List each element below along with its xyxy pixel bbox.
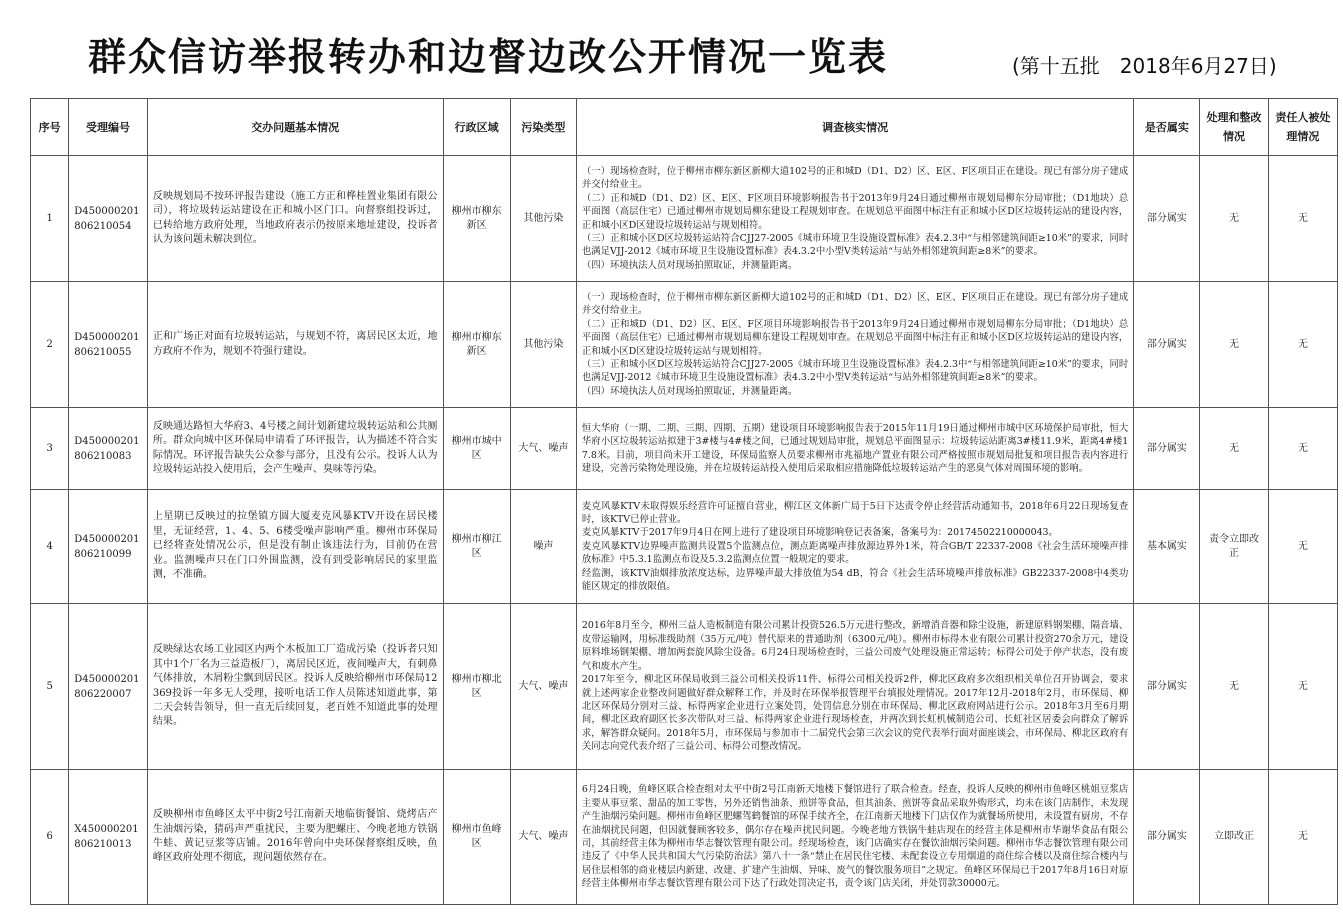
col-header-no: 序号 [31, 99, 69, 156]
table-row [31, 604, 1338, 770]
col-header-handling: 处理和整改情况 [1200, 99, 1268, 156]
accountability-status: 无 [1268, 282, 1337, 408]
pollution-type: 大气、噪声 [510, 770, 576, 905]
col-header-accountability: 责任人被处理情况 [1268, 99, 1337, 156]
col-header-code: 受理编号 [69, 99, 148, 156]
issue-summary: 反映绿达农场工业园区内两个木板加工厂造成污染（投诉者只知其中1个厂名为三益造板厂），离居民区近，夜间噪声大，有刺鼻气体排放，木屑粉尘飘到居民区。投诉人反映给柳州市环保局12369投诉一年多无人受理，接听电话工作人员陈述知道此事，第二天会转告领导，但一直无后续回复，老百姓不知道此事的处理结果。 [147, 604, 443, 770]
issue-summary: 反映规划局不按环评报告建设（施工方正和桦桂置业集团有限公司），将垃圾转运站建设在正和城小区门口。向督察组投诉过，已转给地方政府处理，当地政府表示仍按原来地址建设，投诉者认为该问题未解决到位。 [147, 156, 443, 282]
title-bar [0, 0, 1343, 96]
case-code: D450000201806210099 [69, 490, 148, 604]
investigation: （一）现场检查时，位于柳州市柳东新区新柳大道102号的正和城D（D1、D2）区、E区、F区项目正在建设。现已有部分房子建成并交付给业主。 （二）正和城D（D1、D2）区、E区、F区项目环境影响报告书于2013年9月24日通过柳州市规划局柳东分局审批；（D1地块）总平面图（高层住宅）已通过柳州市规划局柳东建设工程规划审查。在规划总平面图中标注有正和城小区D区垃圾转运站的建设内容，正和城小区D区建设垃圾转运站与规划相符。 （三）正和城小区D区垃圾转运站符合CJJ27-2005《城市环境卫生设施设置标准》表4.2.3中“与相邻建筑间距≥10米”的要求，同时也满足VJJ-2012《城市环境卫生设施设置标准》表4.3.2中小型V类转运站“与站外相邻建筑间距≥8米”的要求。 （四）环境执法人员对现场拍照取证，并测量距离。 [576, 282, 1133, 408]
region: 柳州市鱼峰区 [443, 770, 510, 905]
table-row [31, 156, 1338, 282]
accountability-status: 无 [1268, 490, 1337, 604]
investigation: 麦克风暴KTV未取得娱乐经营许可证擅自营业，柳江区文体新广局于5日下达责令停止经营活动通知书，2018年6月22日现场复查时，该KTV已停止营业。 麦克风暴KTV于2017年9月4日在网上进行了建设项目环境影响登记表备案，备案号为：20174502210000043。 麦克风暴KTV边界噪声监测共设置5个监测点位，测点距离噪声排放源边界外1米，符合GB/T 22337-2008《社会生活环境噪声排放标准》中5.3.1监测点布设及5.3.2监测点位置一般规定的要求。 经监测，该KTV油烟排放浓度达标，边界噪声最大排放值为54 dB，符合《社会生活环境噪声排放标准》GB22337-2008中4类功能区规定的排放限值。 [576, 490, 1133, 604]
region: 柳州市城中区 [443, 408, 510, 490]
page-title: 群众信访举报转办和边督边改公开情况一览表 [88, 35, 889, 79]
region: 柳州市柳北区 [443, 604, 510, 770]
row-number: 4 [31, 490, 69, 604]
accountability-status: 无 [1268, 604, 1337, 770]
accountability-status: 无 [1268, 408, 1337, 490]
handling-status: 立即改正 [1200, 770, 1268, 905]
handling-status: 无 [1200, 408, 1268, 490]
row-number: 3 [31, 408, 69, 490]
col-header-region: 行政区域 [443, 99, 510, 156]
verified-status: 部分属实 [1134, 770, 1200, 905]
pollution-type: 大气、噪声 [510, 604, 576, 770]
pollution-type: 其他污染 [510, 282, 576, 408]
col-header-pollution: 污染类型 [510, 99, 576, 156]
case-code: D450000201806220007 [69, 604, 148, 770]
handling-status: 无 [1200, 156, 1268, 282]
batch-date: (第十五批 2018年6月27日) [1012, 54, 1277, 78]
table-row [31, 408, 1338, 490]
row-number: 1 [31, 156, 69, 282]
row-number: 6 [31, 770, 69, 905]
pollution-type: 大气、噪声 [510, 408, 576, 490]
verified-status: 基本属实 [1134, 490, 1200, 604]
complaints-table [30, 98, 1338, 905]
col-header-issue: 交办问题基本情况 [147, 99, 443, 156]
case-code: D450000201806210055 [69, 282, 148, 408]
investigation: 恒大华府（一期、二期、三期、四期、五期）建设项目环境影响报告表于2015年11月19日通过柳州市城中区环境保护局审批，恒大华府小区垃圾转运站拟建于3#楼与4#楼之间，已通过规划局审批，规划总平面图显示：垃圾转运站距离3#楼11.9米，距离4#楼17.8米。目前，项目尚未开工建设，环保局监察人员要求柳州市兆福地产置业有限公司严格按照市规划局批复和项目报告表内容进行建设，完善污染物处理设施，并在垃圾转运站投入使用后采取相应措施降低垃圾转运站产生的恶臭气体对周围环境的影响。 [576, 408, 1133, 490]
row-number: 5 [31, 604, 69, 770]
region: 柳州市柳江区 [443, 490, 510, 604]
investigation: （一）现场检查时，位于柳州市柳东新区新柳大道102号的正和城D（D1、D2）区、E区、F区项目正在建设。现已有部分房子建成并交付给业主。 （二）正和城D（D1、D2）区、E区、F区项目环境影响报告书于2013年9月24日通过柳州市规划局柳东分局审批；（D1地块）总平面图（高层住宅）已通过柳州市规划局柳东建设工程规划审查。在规划总平面图中标注有正和城小区D区垃圾转运站的建设内容，正和城小区D区建设垃圾转运站与规划相符。 （三）正和城小区D区垃圾转运站符合CJJ27-2005《城市环境卫生设施设置标准》表4.2.3中“与相邻建筑间距≥10米”的要求，同时也满足VJJ-2012《城市环境卫生设施设置标准》表4.3.2中小型V类转运站“与站外相邻建筑间距≥8米”的要求。 （四）环境执法人员对现场拍照取证，并测量距离。 [576, 156, 1133, 282]
table-row [31, 770, 1338, 905]
verified-status: 部分属实 [1134, 604, 1200, 770]
pollution-type: 噪声 [510, 490, 576, 604]
issue-summary: 上星期已反映过的拉堡镇方圆大厦麦克风暴KTV开设在居民楼里，无证经营，1、4、5、6楼受噪声影响严重。柳州市环保局已经将查处情况公示，但是没有制止该违法行为，目前仍在营业。监测噪声只在门口外围监测，没有到受影响居民的家里监测，不准确。 [147, 490, 443, 604]
issue-summary: 反映柳州市鱼峰区太平中街2号江南新天地临街餐馆、烧烤店产生油烟污染，猜码声严重扰民，主要为肥螺庄、今晚老地方铁锅牛蛙、黄记豆浆等店铺。2016年曾向中央环保督察组反映，鱼峰区政府处理不彻底，现问题依然存在。 [147, 770, 443, 905]
verified-status: 部分属实 [1134, 408, 1200, 490]
table-row [31, 490, 1338, 604]
case-code: D450000201806210083 [69, 408, 148, 490]
header-row [31, 99, 1338, 156]
region: 柳州市柳东新区 [443, 156, 510, 282]
case-code: X450000201806210013 [69, 770, 148, 905]
handling-status: 无 [1200, 282, 1268, 408]
case-code: D450000201806210054 [69, 156, 148, 282]
accountability-status: 无 [1268, 156, 1337, 282]
table-row [31, 282, 1338, 408]
investigation: 6月24日晚，鱼峰区联合检查组对太平中街2号江南新天地楼下餐馆进行了联合检查。经查，投诉人反映的柳州市鱼峰区桃姐豆浆店主要从事豆浆、甜品的加工零售，另外还销售油条、煎饼等食品，但其油条、煎饼等食品采取外购形式，均未在该门店制作，未发现产生油烟污染问题。柳州市鱼峰区肥螺驾鹤餐馆的环保手续齐全，在江南新天地楼下门店仅作为就餐场所使用，未设置有厨房，不存在油烟扰民问题，但因就餐顾客较多，偶尔存在噪声扰民问题。今晚老地方铁锅牛蛙店现在的经营主体是柳州市华谢华食品有限公司，其前经营主体为柳州市华志餐饮管理有限公司。经现场检查，该门店确实存在餐饮油烟污染问题。柳州市华志餐饮管理有限公司违反了《中华人民共和国大气污染防治法》第八十一条“禁止在居民住宅楼、未配套设立专用烟道的商住综合楼以及商住综合楼内与居住层相邻的商业楼层内新建、改建、扩建产生油烟、异味、废气的餐饮服务项目”之规定。鱼峰区环保局已于2017年8月16日对原经营主体柳州市华志餐饮管理有限公司下达了行政处罚决定书，责令该门店关闭，并处罚款30000元。 [576, 770, 1133, 905]
investigation: 2016年8月至今，柳州三益人造板制造有限公司累计投资526.5万元进行整改，新增消音器和除尘设施，新建原料钢架棚、隔音墙、皮带运输网，用标准级助剂（35万元/吨）替代原来的普通助剂（6300元/吨）。柳州市标得木业有限公司累计投资270余万元，建设原料堆场钢架棚、增加两套旋风除尘设备。6月24日现场检查时，三益公司废气处理设施正常运转；标得公司处于停产状态，没有废气和废水产生。 2017年至今，柳北区环保局收到三益公司相关投诉11件、标得公司相关投诉2件，柳北区政府多次组织相关单位召开协调会，要求就上述两家企业整改问题做好群众解释工作，并及时在环保举报管理平台填报处理情况。2017年12月-2018年2月，市环保局、柳北区环保局分别对三益、标得两家企业进行立案处罚，处罚信息分别在市环保局、柳北区政府网站进行公示。2018年3月至6月期间，柳北区政府副区长多次带队对三益、标得两家企业进行现场检查，并两次到长虹机械制造公司、长虹社区居委会向群众了解诉求，解答群众疑问。2018年5月，市环保局与参加市十二届党代会第三次会议的党代表举行面对面座谈会，市环保局、柳北区政府有关同志向党代表介绍了三益公司、标得公司整改情况。 [576, 604, 1133, 770]
verified-status: 部分属实 [1134, 282, 1200, 408]
handling-status: 责令立即改正 [1200, 490, 1268, 604]
row-number: 2 [31, 282, 69, 408]
issue-summary: 正和广场正对面有垃圾转运站，与规划不符，离居民区太近，地方政府不作为，规划不符强行建设。 [147, 282, 443, 408]
col-header-investigation: 调查核实情况 [576, 99, 1133, 156]
pollution-type: 其他污染 [510, 156, 576, 282]
handling-status: 无 [1200, 604, 1268, 770]
issue-summary: 反映通达路恒大华府3、4号楼之间计划新建垃圾转运站和公共厕所。群众向城中区环保局申请看了环评报告，认为描述不符合实际情况。环评报告缺失公众参与部分，且没有公示。投诉人认为垃圾转运站投入使用后，会产生噪声、臭味等污染。 [147, 408, 443, 490]
verified-status: 部分属实 [1134, 156, 1200, 282]
region: 柳州市柳东新区 [443, 282, 510, 408]
col-header-verified: 是否属实 [1134, 99, 1200, 156]
accountability-status: 无 [1268, 770, 1337, 905]
